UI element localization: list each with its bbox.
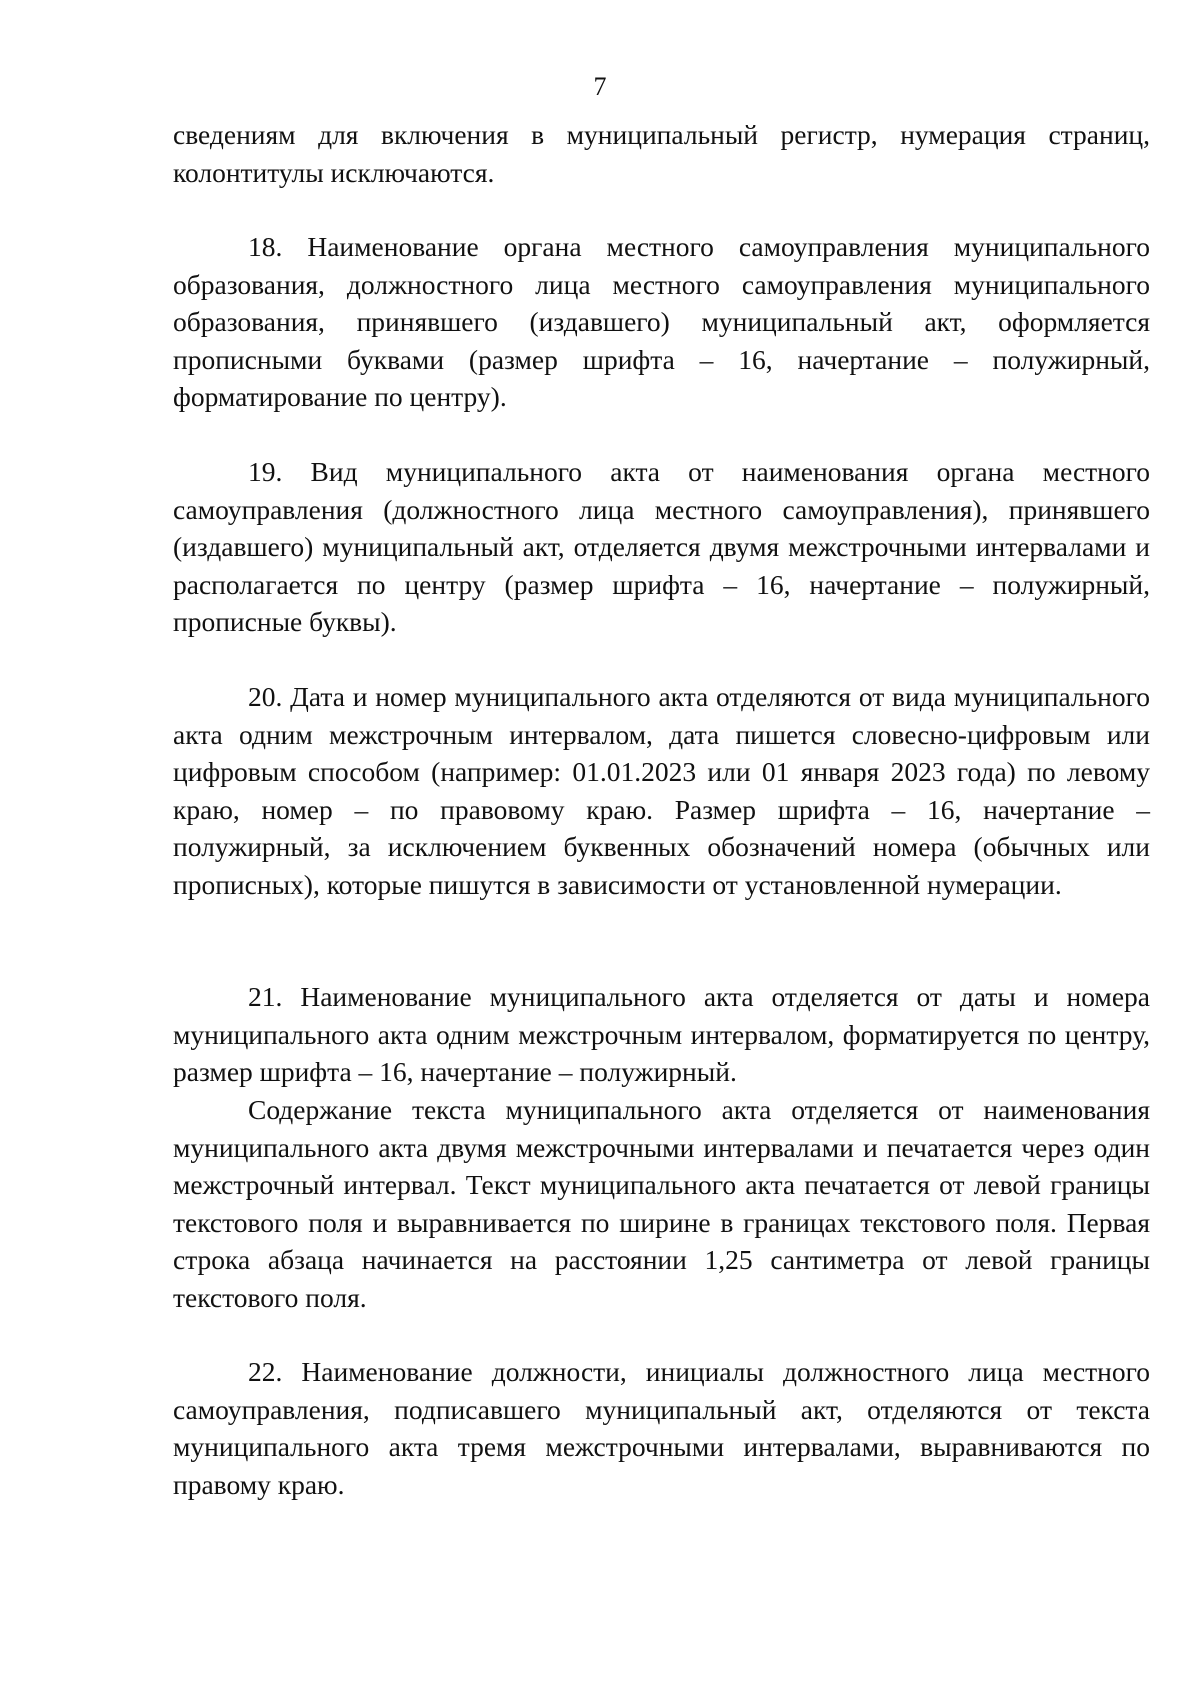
paragraph-20: 20. Дата и номер муниципального акта отделяются от вида муниципального акта одним межстрочным интервалом, дата пишется словесно-цифровым или цифровым способом (например: 01.01.2023 или 01 января 2023 года) по левому краю, номер – по правовому краю. Размер шрифта – 16, начертание – полужирный, за исключением буквенных обозначений номера (обычных или прописных), которые пишутся в зависимости от установленной нумерации. — [173, 681, 1150, 900]
paragraph-continuation: сведениям для включения в муниципальный регистр, нумерация страниц, колонтитулы исключаются. — [173, 119, 1150, 188]
page-number: 7 — [593, 72, 607, 101]
paragraph-21: 21. Наименование муниципального акта отделяется от даты и номера муниципального акта одним межстрочным интервалом, форматируется по центру, размер шрифта – 16, начертание – полужирный. — [173, 981, 1150, 1088]
paragraph-21-content: Содержание текста муниципального акта отделяется от наименования муниципального акта двумя межстрочными интервалами и печатается через один межстрочный интервал. Текст муниципального акта печатается от левой границы текстового поля и выравнивается по ширине в границах текстового поля. Первая строка абзаца начинается на расстоянии 1,25 сантиметра от левой границы текстового поля. — [173, 1094, 1150, 1313]
paragraph-19: 19. Вид муниципального акта от наименования органа местного самоуправления (должностного лица местного самоуправления), принявшего (издавшего) муниципальный акт, отделяется двумя межстрочными интервалами и располагается по центру (размер шрифта – 16, начертание – полужирный, прописные буквы). — [173, 456, 1150, 638]
paragraph-18: 18. Наименование органа местного самоуправления муниципального образования, должностного лица местного самоуправления муниципального образования, принявшего (издавшего) муниципальный акт, оформляется прописными буквами (размер шрифта – 16, начертание – полужирный, форматирование по центру). — [173, 231, 1150, 413]
paragraph-22: 22. Наименование должности, инициалы должностного лица местного самоуправления, подписавшего муниципальный акт, отделяются от текста муниципального акта тремя межстрочными интервалами, выравниваются по правому краю. — [173, 1356, 1150, 1500]
